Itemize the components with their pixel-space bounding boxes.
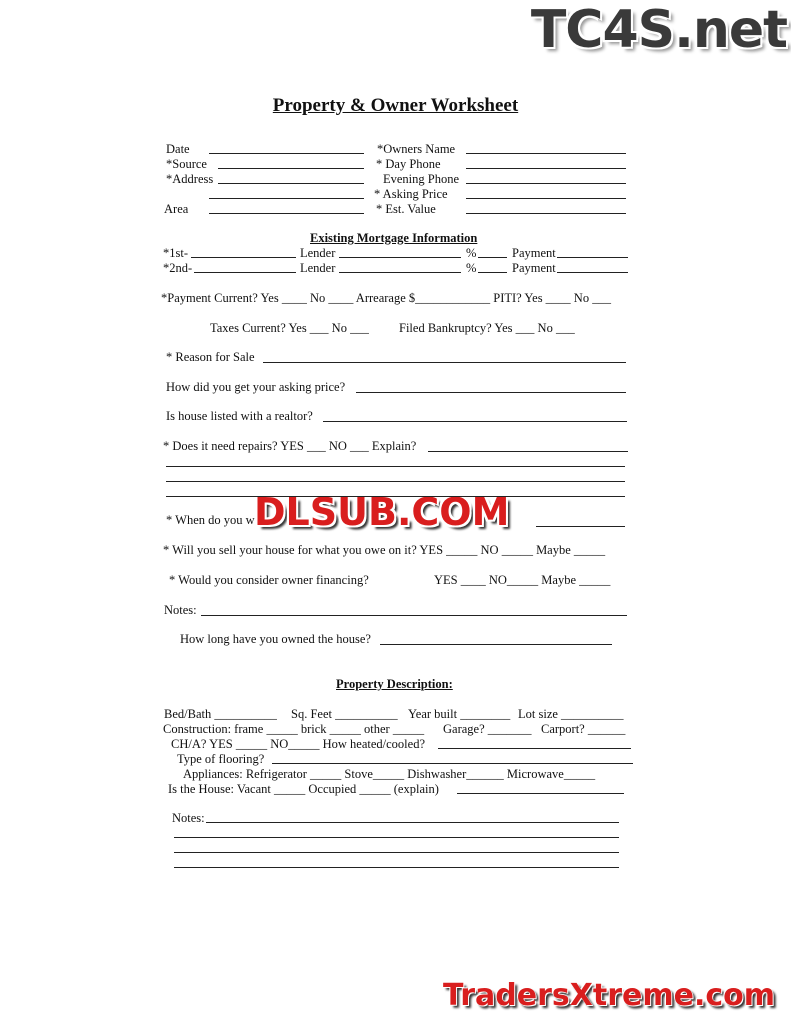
lot-size-label: Lot size __________ [518,707,624,721]
second-lender-label: Lender [300,261,336,275]
cha-label: CH/A? YES _____ NO_____ How heated/cooled? [171,737,426,751]
asking-price-how-label: How did you get your asking price? [166,380,346,394]
second-pct-label: % [466,261,477,275]
day-phone-label: * Day Phone [376,157,441,171]
carport-label: Carport? ______ [541,722,626,736]
repairs-line-1[interactable] [166,466,625,467]
est-value-field[interactable] [466,213,626,214]
year-built-label: Year built ________ [408,707,511,721]
second-payment-field[interactable] [557,272,628,273]
evening-phone-label: Evening Phone [383,172,460,186]
owner-financing-options: YES ____ NO_____ Maybe _____ [434,573,611,587]
property-notes-line-1[interactable] [174,837,619,838]
how-long-label: How long have you owned the house? [180,632,371,646]
heated-cooled-field[interactable] [438,748,631,749]
first-lender-field[interactable] [339,257,461,258]
reason-for-sale-label: * Reason for Sale [166,350,255,364]
when-move-label: * When do you w [166,513,255,527]
asking-price-how-field[interactable] [356,392,626,393]
garage-label: Garage? _______ [443,722,532,736]
address-line2-field[interactable] [209,198,364,199]
evening-phone-field[interactable] [466,183,626,184]
source-label: *Source [166,157,207,171]
flooring-label: Type of flooring? [177,752,265,766]
reason-for-sale-field[interactable] [263,362,626,363]
first-pct-field[interactable] [478,257,507,258]
date-field[interactable] [209,153,364,154]
filed-bankruptcy-question: Filed Bankruptcy? Yes ___ No ___ [399,321,575,335]
dlsub-watermark: DLSUB.COM [254,490,510,534]
sell-owe-question: * Will you sell your house for what you owe on it? YES _____ NO _____ Maybe _____ [163,543,606,557]
listed-realtor-field[interactable] [323,421,627,422]
second-payment-label: Payment [512,261,556,275]
date-label: Date [166,142,190,156]
area-field[interactable] [209,213,364,214]
source-field[interactable] [218,168,364,169]
second-pct-field[interactable] [478,272,507,273]
bed-bath-label: Bed/Bath __________ [164,707,277,721]
address-field[interactable] [218,183,364,184]
property-notes-field[interactable] [206,822,619,823]
how-long-field[interactable] [380,644,612,645]
house-status-label: Is the House: Vacant _____ Occupied _____ (explain) [168,782,439,796]
appliances-label: Appliances: Refrigerator _____ Stove_____ Dishwasher______ Microwave_____ [183,767,596,781]
second-mortgage-field[interactable] [194,272,296,273]
address-label: *Address [166,172,214,186]
first-mortgage-label: *1st- [163,246,188,260]
first-payment-label: Payment [512,246,556,260]
first-mortgage-field[interactable] [191,257,296,258]
when-move-field[interactable] [536,526,625,527]
owner-financing-question: * Would you consider owner financing? [169,573,369,587]
property-notes-line-3[interactable] [174,867,619,868]
construction-label: Construction: frame _____ brick _____ other _____ [163,722,425,736]
notes-label: Notes: [164,603,197,617]
day-phone-field[interactable] [466,168,626,169]
first-lender-label: Lender [300,246,336,260]
second-mortgage-label: *2nd- [163,261,193,275]
taxes-current-question: Taxes Current? Yes ___ No ___ [210,321,369,335]
flooring-field[interactable] [272,763,633,764]
owners-name-field[interactable] [466,153,626,154]
tradersxtreme-watermark: TradersXtreme.com [443,978,775,1013]
tc4s-watermark: TC4S.net [530,0,787,60]
property-heading: Property Description: [336,677,453,691]
second-lender-field[interactable] [339,272,461,273]
property-notes-line-2[interactable] [174,852,619,853]
est-value-label: * Est. Value [376,202,436,216]
payment-current-question: *Payment Current? Yes ____ No ____ Arrearage $____________ PITI? Yes ____ No ___ [161,291,611,305]
asking-price-field[interactable] [466,198,626,199]
notes-field[interactable] [201,615,627,616]
repairs-line-3[interactable] [166,496,625,497]
repairs-question: * Does it need repairs? YES ___ NO ___ Explain? [163,439,417,453]
owners-name-label: *Owners Name [377,142,456,156]
first-payment-field[interactable] [557,257,628,258]
property-notes-label: Notes: [172,811,205,825]
repairs-line-2[interactable] [166,481,625,482]
repairs-explain-field[interactable] [428,451,628,452]
asking-price-label: * Asking Price [374,187,448,201]
listed-realtor-label: Is house listed with a realtor? [166,409,313,423]
sq-feet-label: Sq. Feet __________ [291,707,398,721]
first-pct-label: % [466,246,477,260]
mortgage-heading: Existing Mortgage Information [310,231,478,245]
house-status-field[interactable] [457,793,624,794]
area-label: Area [164,202,189,216]
page-title: Property & Owner Worksheet [272,95,519,116]
